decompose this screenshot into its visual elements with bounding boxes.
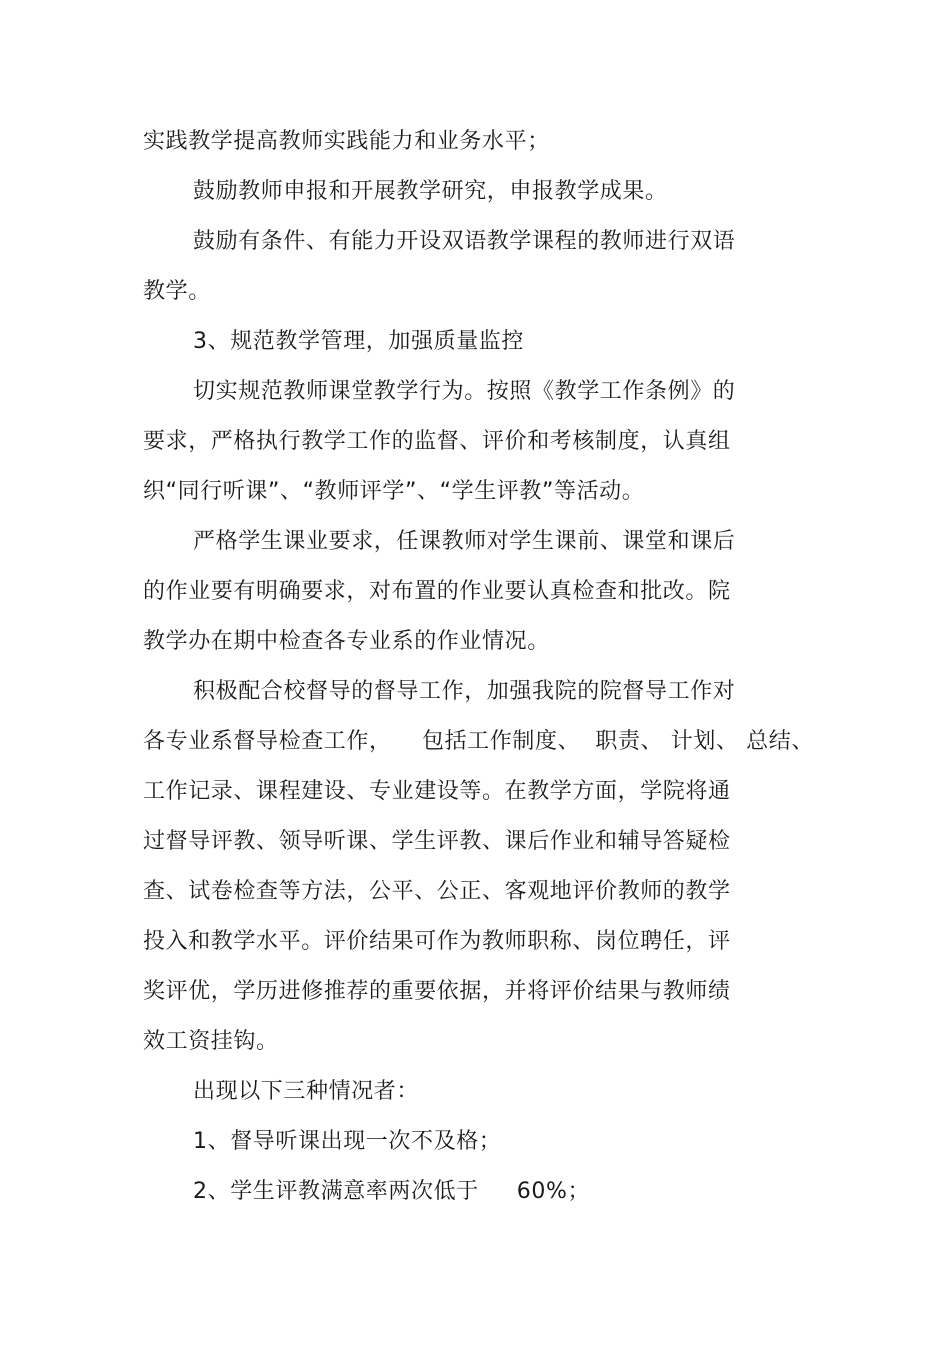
text-line: 出现以下三种情况者： [193,1079,420,1104]
text-line: 教学。 [143,279,211,304]
text-line: 实践教学提高教师实践能力和业务水平； [143,129,550,154]
text-line: 过督导评教、领导听课、学生评教、课后作业和辅导答疑检 [143,829,731,854]
text-line: 各专业系督导检查工作， 包括工作制度、 职责、 计划、 总结、 [143,729,814,754]
text-line: 要求，严格执行教学工作的监督、评价和考核制度，认真组 [143,429,731,454]
text-line: 织“同行听课”、“教师评学”、“学生评教”等活动。 [143,479,645,504]
text-line: 奖评优，学历进修推荐的重要依据，并将评价结果与教师绩 [143,979,731,1004]
text-line: 查、试卷检查等方法，公平、公正、客观地评价教师的教学 [143,879,731,904]
text-line: 鼓励有条件、有能力开设双语教学课程的教师进行双语 [193,229,736,254]
text-line: 积极配合校督导的督导工作，加强我院的院督导工作对 [193,679,736,704]
list-item: 2、学生评教满意率两次低于 60%； [193,1179,591,1204]
text-line: 的作业要有明确要求，对布置的作业要认真检查和批改。院 [143,579,731,604]
text-line: 教学办在期中检查各专业系的作业情况。 [143,629,550,654]
text-line: 效工资挂钩。 [143,1029,279,1054]
text-line: 投入和教学水平。评价结果可作为教师职称、岗位聘任，评 [143,929,731,954]
text-line: 严格学生课业要求，任课教师对学生课前、课堂和课后 [193,529,736,554]
section-heading: 3、规范教学管理，加强质量监控 [193,329,524,354]
text-line: 鼓励教师申报和开展教学研究，申报教学成果。 [193,179,668,204]
list-item: 1、督导听课出现一次不及格； [193,1129,502,1154]
text-line: 工作记录、课程建设、专业建设等。在教学方面，学院将通 [143,779,731,804]
text-line: 切实规范教师课堂教学行为。按照《教学工作条例》的 [193,379,736,404]
